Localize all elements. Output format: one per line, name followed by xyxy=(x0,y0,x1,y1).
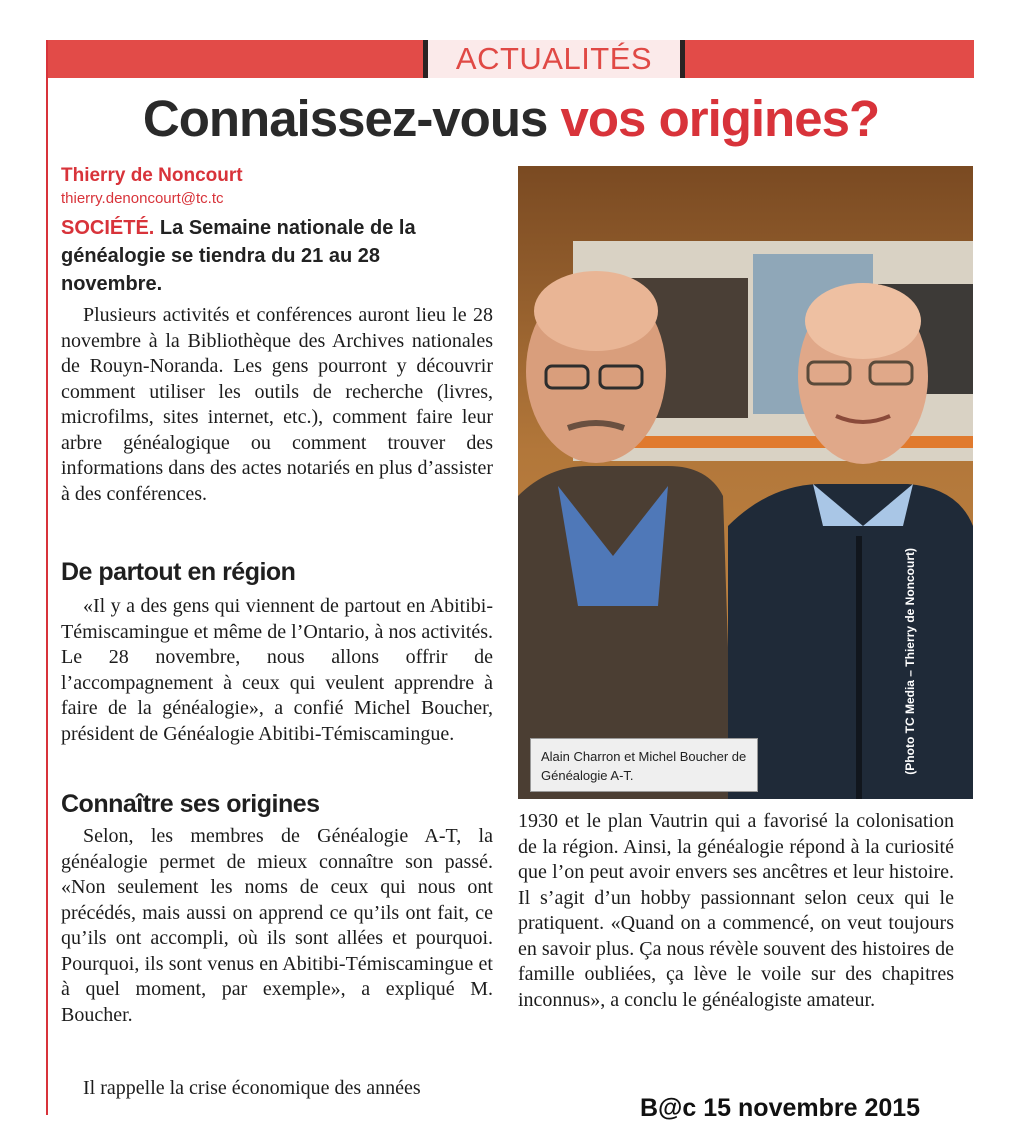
author-email: thierry.denoncourt@tc.tc xyxy=(61,190,224,207)
headline-part-1: Connaissez-vous xyxy=(142,90,561,147)
subheading-1: De partout en région xyxy=(61,558,296,586)
section-label: ACTUALITÉS xyxy=(423,40,685,78)
article-lede xyxy=(61,214,461,298)
section-banner xyxy=(48,40,974,78)
left-margin-rule xyxy=(46,40,48,1115)
lede-tag: SOCIÉTÉ. xyxy=(61,217,155,239)
headline-part-2: vos origines? xyxy=(560,90,880,147)
lede-text: La Semaine nationale de la généalogie se tiendra du 21 au 28 novembre. xyxy=(61,217,416,295)
paragraph-1: Plusieurs activités et conférences auront lieu le 28 novembre à la Bibliothèque des Archives nationales de Rouyn-Noranda. Les gens pourront y découvrir comment utiliser les outils de recherche (livres, microfilms, sites internet, etc.), comment faire leur arbre généalogique ou comment trouver des informations dans des actes notariés en plus d’assister à des conférences. xyxy=(61,304,493,505)
date-stamp: B@c 15 novembre 2015 xyxy=(640,1094,921,1122)
article-headline xyxy=(48,84,974,154)
author-name: Thierry de Noncourt xyxy=(61,165,243,186)
paragraph-4: Il rappelle la crise économique des années xyxy=(83,1077,421,1099)
photo-caption: Alain Charron et Michel Boucher de Généalogie A-T. xyxy=(530,738,758,792)
paragraph-5: 1930 et le plan Vautrin qui a favorisé la colonisation de la région. Ainsi, la généalogie répond à la curiosité que l’on peut avoir envers ses ancêtres et leur histoire. Il s’agit d’un hobby passionnant selon ceux qui le pratiquent. «Quand on a commencé, on veut toujours en savoir plus. Ça nous révèle souvent des histoires de famille oubliées, ça lève le voile sur des chapitres inconnus», a conclu le généalogiste amateur. xyxy=(518,810,954,1011)
paragraph-2: «Il y a des gens qui viennent de partout en Abitibi-Témiscamingue et même de l’Ontario, à nos activités. Le 28 novembre, nous allons offrir de l’accompagnement à ceux qui veulent apprendre à faire de la généalogie», a confié Michel Boucher, président de Généalogie Abitibi-Témiscamingue. xyxy=(61,595,493,745)
paragraph-3: Selon, les membres de Généalogie A-T, la généalogie permet de mieux connaître son passé. «Non seulement les noms de ceux qui nous ont précédés, mais aussi on apprend ce qu’ils ont fait, ce qu’ils ont accompli, où ils sont allées et pourquoi. Pourquoi, ils sont venus en Abitibi-Témiscamingue et à quel moment, par exemple», a expliqué M. Boucher. xyxy=(61,825,493,1026)
subheading-2: Connaître ses origines xyxy=(61,790,320,818)
photo-credit: (Photo TC Media – Thierry de Noncourt) xyxy=(903,548,917,775)
